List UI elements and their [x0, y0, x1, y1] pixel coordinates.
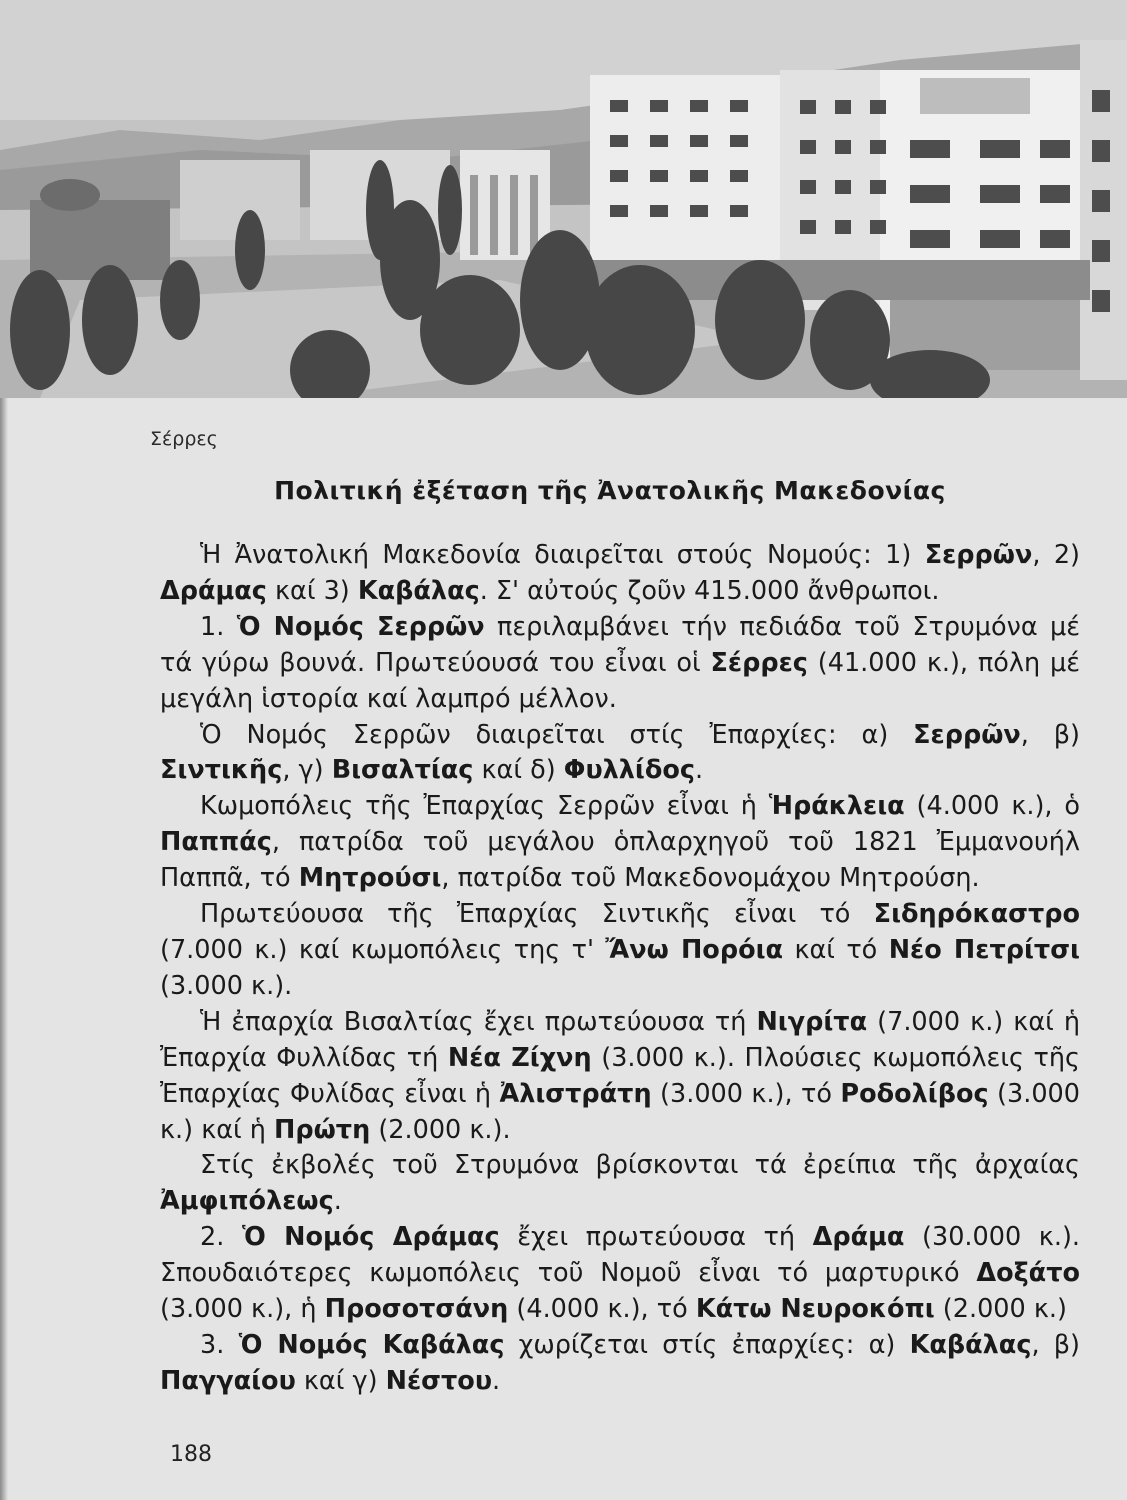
text-run: .	[695, 755, 704, 786]
text-run: καί τό	[783, 934, 889, 965]
bold-term: Πρώτη	[274, 1114, 371, 1145]
bold-term: Φυλλίδος	[563, 755, 696, 786]
bold-term: Σιδηρόκαστρο	[873, 899, 1080, 930]
text-run: (3.000 κ.), ἡ	[160, 1294, 325, 1325]
text-run: (3.000 κ.) καί ἡ	[160, 1078, 1080, 1145]
paragraph	[160, 718, 1080, 790]
text-run: (3.000 κ.). Πλούσιες κωμοπόλεις τῆς Ἐπαρχίας Φυλίδας εἶναι ἡ	[160, 1042, 1080, 1109]
text-run: Πρωτεύουσα τῆς Ἐπαρχίας Σιντικῆς εἶναι τό	[200, 899, 874, 930]
text-run: . Σ' αὐτούς ζοῦν 415.000 ἄνθρωποι.	[479, 575, 940, 606]
paragraph	[160, 610, 1080, 718]
bold-term: Νέα Ζίχνη	[447, 1042, 592, 1073]
text-run: (7.000 κ.) καί ἡ Ἐπαρχία Φυλλίδας τή	[160, 1006, 1080, 1073]
bold-term: Σερρῶν	[913, 719, 1021, 750]
body-text	[160, 538, 1080, 1400]
text-run: .	[492, 1365, 501, 1396]
bold-term: Παππάς	[160, 827, 272, 858]
text-run: (4.000 κ.), τό	[508, 1294, 696, 1325]
text-run: (3.000 κ.), τό	[651, 1078, 841, 1109]
text-run: , πατρίδα τοῦ μεγάλου ὁπλαρχηγοῦ τοῦ 1821 Ἐμμανουήλ Παππᾶ, τό	[160, 827, 1080, 894]
text-run: (41.000 κ.), πόλη μέ μεγάλη ἱστορία καί λαμπρό μέλλον.	[160, 647, 1081, 714]
text-run: 2.	[200, 1222, 242, 1253]
paragraph	[160, 1005, 1080, 1149]
bold-term: Ἀλιστράτη	[499, 1078, 652, 1109]
text-run: Στίς ἐκβολές τοῦ Στρυμόνα βρίσκονται τά ἐρείπια τῆς ἀρχαίας	[200, 1150, 1080, 1181]
text-run: (2.000 κ.).	[370, 1114, 511, 1145]
bold-term: Ἄνω Πορόια	[605, 934, 784, 965]
paragraph	[160, 1220, 1080, 1328]
text-run: Ἡ ἐπαρχία Βισαλτίας ἔχει πρωτεύουσα τή	[200, 1006, 757, 1037]
text-run: περιλαμβάνει τήν πεδιάδα τοῦ Στρυμόνα μέ τά γύρω βουνά. Πρωτεύουσά του εἶναι οἱ	[160, 611, 1081, 678]
text-run: καί γ)	[295, 1365, 386, 1396]
paragraph	[160, 789, 1080, 897]
bold-term: Ἀμφιπόλεως	[160, 1186, 334, 1217]
text-run: .	[333, 1186, 342, 1217]
text-run: Ὁ Νομός Σερρῶν διαιρεῖται στίς Ἐπαρχίες: α)	[200, 719, 914, 750]
bold-term: Σέρρες	[710, 647, 808, 678]
bold-term: Δράμας	[160, 575, 267, 606]
bold-term: Σιντικῆς	[160, 755, 283, 786]
paragraph	[160, 897, 1080, 1005]
text-run: Ἡ Ἀνατολική Μακεδονία διαιρεῖται στούς Νομούς: 1)	[200, 540, 925, 570]
left-edge-photo-strip	[0, 398, 8, 1500]
text-run: (30.000 κ.). Σπουδαιότερες κωμοπόλεις τοῦ Νομοῦ εἶναι τό μαρτυρικό	[160, 1222, 1080, 1289]
text-run: , β)	[1031, 1329, 1080, 1360]
text-run: , β)	[1020, 719, 1080, 750]
bold-term: Παγγαίου	[160, 1365, 296, 1396]
bold-term: Ὁ Νομός Σερρῶν	[236, 611, 485, 642]
bold-term: Νιγρίτα	[756, 1006, 868, 1037]
bold-term: Καβάλας	[357, 575, 480, 606]
text-run: ἔχει πρωτεύουσα τή	[499, 1222, 813, 1253]
bold-term: Ἡράκλεια	[768, 791, 905, 822]
text-run: , γ)	[282, 755, 332, 786]
bold-term: Δράμα	[812, 1222, 905, 1253]
bold-term: Νέστου	[385, 1365, 493, 1396]
text-run: 1.	[200, 611, 237, 642]
text-run: (7.000 κ.) καί κωμοπόλεις της τ'	[160, 934, 606, 965]
text-run: καί 3)	[266, 575, 358, 606]
bold-term: Ὁ Νομός Καβάλας	[238, 1329, 505, 1360]
text-run: (2.000 κ.)	[934, 1294, 1067, 1325]
text-run: (3.000 κ.).	[160, 970, 293, 1001]
bold-term: Ὁ Νομός Δράμας	[241, 1222, 500, 1253]
bold-term: Νέο Πετρίτσι	[888, 934, 1080, 965]
text-run: καί δ)	[473, 755, 564, 786]
bold-term: Μητρούσι	[298, 863, 442, 894]
bold-term: Δοξάτο	[976, 1258, 1080, 1289]
text-run: (4.000 κ.), ὁ	[904, 791, 1081, 822]
section-heading: Πολιτική ἐξέταση τῆς Ἀνατολικῆς Μακεδονίας	[274, 476, 946, 505]
bold-term: Σερρῶν	[924, 540, 1033, 570]
text-run: , 2)	[1032, 540, 1080, 570]
bold-term: Ροδολίβος	[840, 1078, 989, 1109]
text-run: Κωμοπόλεις τῆς Ἐπαρχίας Σερρῶν εἶναι ἡ	[200, 791, 769, 822]
paragraph	[160, 1148, 1080, 1220]
photo-caption: Σέρρες	[150, 428, 218, 450]
text-run: χωρίζεται στίς ἐπαρχίες: α)	[504, 1329, 910, 1360]
city-photo-illustration	[0, 0, 1127, 398]
page-number: 188	[170, 1442, 212, 1467]
paragraph	[160, 1328, 1080, 1400]
bold-term: Καβάλας	[909, 1329, 1032, 1360]
paragraph	[160, 538, 1080, 610]
bold-term: Κάτω Νευροκόπι	[695, 1294, 935, 1325]
text-run: , πατρίδα τοῦ Μακεδονομάχου Μητρούση.	[441, 863, 980, 894]
bold-term: Βισαλτίας	[331, 755, 474, 786]
bold-term: Προσοτσάνη	[324, 1294, 509, 1325]
city-photo	[0, 0, 1127, 398]
text-run: 3.	[200, 1329, 239, 1360]
